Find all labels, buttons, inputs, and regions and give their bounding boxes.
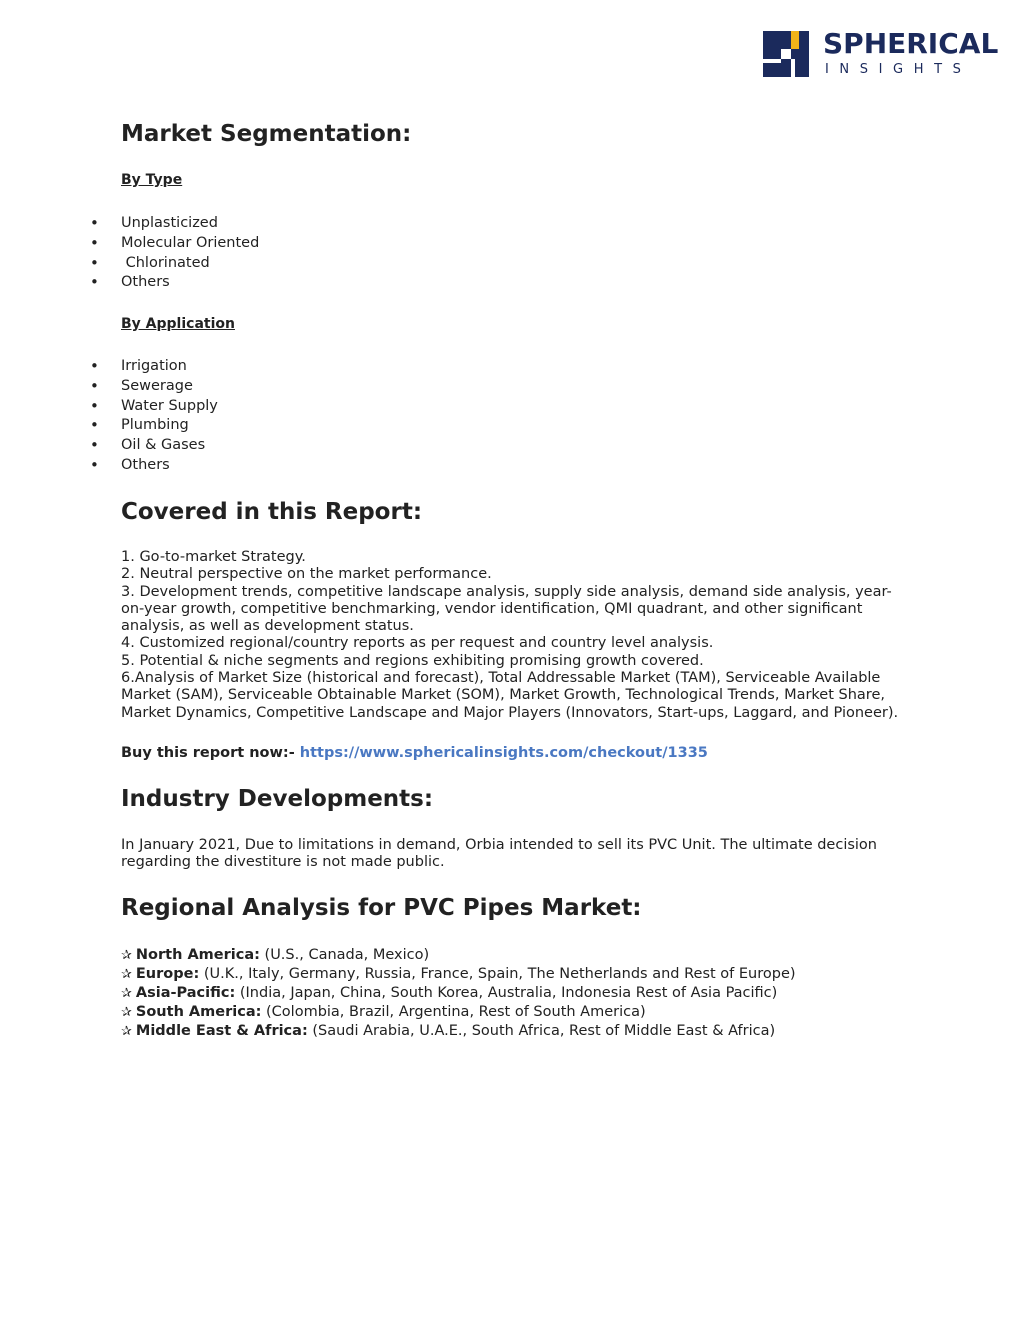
by-type-list	[90, 214, 259, 293]
region-name: North America:	[135, 947, 260, 963]
industry-developments-text: In January 2021, Due to limitations in demand, Orbia intended to sell its PVC Unit. The ultimate decision regarding the divestiture is not made public.	[121, 837, 877, 871]
region-countries: (India, Japan, China, South Korea, Australia, Indonesia Rest of Asia Pacific)	[239, 985, 778, 1001]
list-item: • Unplasticized	[90, 214, 259, 234]
by-application-heading: By Application	[121, 316, 235, 332]
covered-item: 2. Neutral perspective on the market performance.	[121, 566, 492, 583]
market-segmentation-heading: Market Segmentation:	[121, 121, 412, 147]
by-type-heading: By Type	[121, 172, 183, 188]
covered-list	[121, 549, 911, 722]
list-item: • Plumbing	[90, 416, 218, 436]
region-row	[121, 965, 796, 984]
region-name: Asia-Pacific:	[135, 985, 236, 1001]
covered-report-heading: Covered in this Report:	[121, 499, 423, 525]
list-item: • Others	[90, 273, 259, 293]
logo-wordmark: SPHERICAL	[823, 27, 999, 60]
star-icon: ✰	[121, 948, 132, 963]
covered-item: 6.Analysis of Market Size (historical and forecast), Total Addressable Market (TAM), Serviceable Available Market (SAM), Serviceable Obtainable Market (SOM), Market Growth, Technological Trends, Market Share, Market Dynamics, Competitive Landscape and Major Players (Innovators, Start-ups, Laggard, and Pioneer).	[121, 670, 899, 721]
by-application-list	[90, 357, 218, 476]
region-row	[121, 946, 796, 965]
star-icon: ✰	[121, 1024, 132, 1039]
region-countries: (U.K., Italy, Germany, Russia, France, Spain, The Netherlands and Rest of Europe)	[203, 966, 796, 982]
spherical-insights-logo-icon	[763, 31, 809, 77]
region-countries: (Colombia, Brazil, Argentina, Rest of South America)	[266, 1004, 646, 1020]
logo-subtitle: INSIGHTS	[825, 62, 972, 77]
industry-developments-heading: Industry Developments:	[121, 786, 434, 812]
list-item: • Irrigation	[90, 357, 218, 377]
region-name: Middle East & Africa:	[135, 1023, 308, 1039]
covered-item: 4. Customized regional/country reports as per request and country level analysis.	[121, 635, 714, 652]
region-row	[121, 1003, 796, 1022]
covered-item: 3. Development trends, competitive landscape analysis, supply side analysis, demand side analysis, year-on-year growth, competitive benchmarking, vendor identification, QMI quadrant, and other significant analysis, as well as development status.	[121, 583, 892, 635]
list-item: • Water Supply	[90, 397, 218, 417]
region-name: Europe:	[135, 966, 200, 982]
covered-item: 1. Go-to-market Strategy.	[121, 549, 306, 565]
regional-list	[121, 946, 796, 1041]
region-row	[121, 984, 796, 1003]
list-item: • Others	[90, 456, 218, 476]
covered-item: 5. Potential & niche segments and regions exhibiting promising growth covered.	[121, 652, 704, 669]
star-icon: ✰	[121, 1005, 132, 1020]
company-logo	[763, 27, 999, 77]
star-icon: ✰	[121, 967, 132, 982]
list-item: • Oil & Gases	[90, 436, 218, 456]
region-countries: (U.S., Canada, Mexico)	[264, 947, 430, 963]
checkout-link[interactable]: https://www.sphericalinsights.com/checkout/1335	[299, 745, 708, 761]
region-countries: (Saudi Arabia, U.A.E., South Africa, Rest of Middle East & Africa)	[312, 1023, 776, 1039]
list-item: • Chlorinated	[90, 254, 259, 274]
buy-report-line	[121, 745, 708, 761]
list-item: • Sewerage	[90, 377, 218, 397]
buy-report-label: Buy this report now:-	[121, 745, 295, 761]
region-row	[121, 1022, 796, 1041]
star-icon: ✰	[121, 986, 132, 1001]
regional-analysis-heading: Regional Analysis for PVC Pipes Market:	[121, 895, 642, 921]
region-name: South America:	[135, 1004, 262, 1020]
list-item: • Molecular Oriented	[90, 234, 259, 254]
